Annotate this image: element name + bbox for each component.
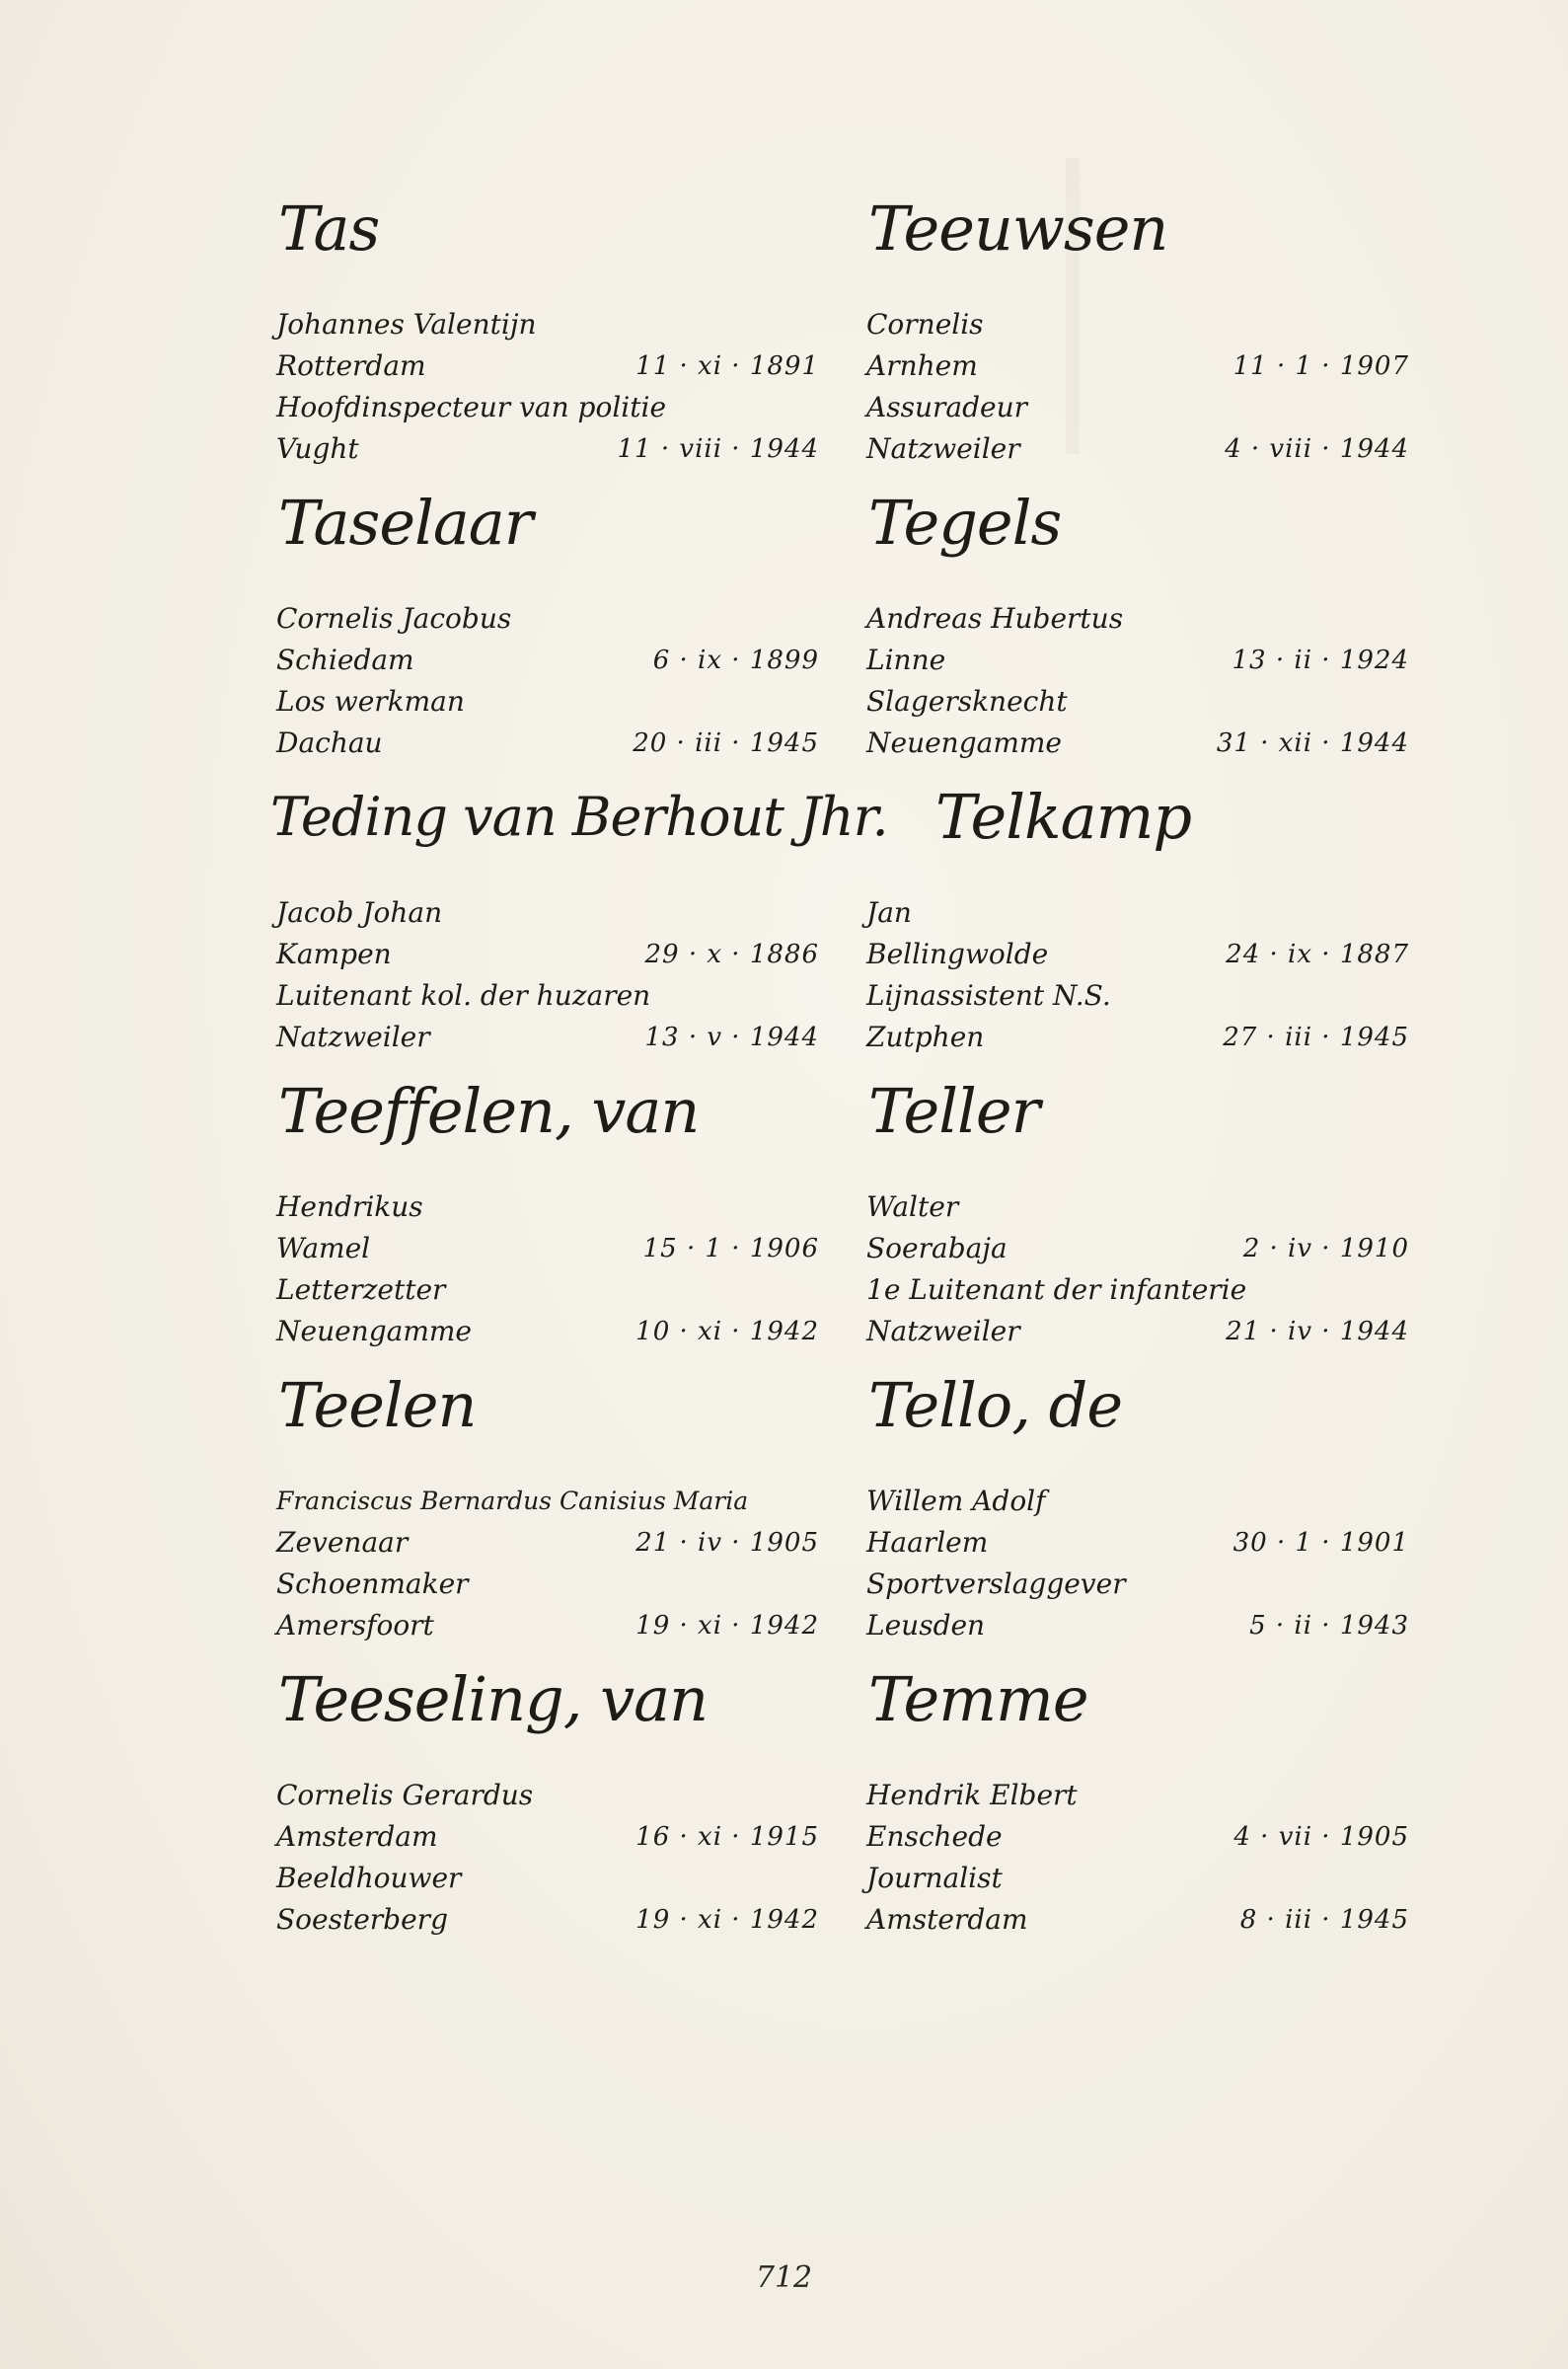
surname: Tello, de (857, 1364, 1409, 1481)
entry (857, 482, 1409, 776)
given-names-row (857, 304, 1409, 345)
given-names: Hendrikus (276, 1190, 423, 1223)
death-row (266, 428, 819, 470)
occupation-row (857, 1564, 1409, 1605)
death-row (266, 1017, 819, 1058)
birth-date: 24 · ix · 1887 (1226, 940, 1409, 969)
given-names-row (266, 598, 819, 640)
death-row (857, 1311, 1409, 1352)
birth-row (266, 934, 819, 975)
page-number: 712 (755, 2260, 813, 2295)
given-names: Cornelis (866, 308, 984, 341)
given-names-row (857, 598, 1409, 640)
given-names: Willem Adolf (866, 1485, 1046, 1517)
death-place: Leusden (866, 1609, 986, 1642)
occupation: Slagersknecht (866, 685, 1068, 718)
occupation-row (266, 1564, 819, 1605)
birth-date: 29 · x · 1886 (644, 940, 819, 969)
entry (857, 1364, 1409, 1658)
entry (266, 1070, 819, 1364)
birth-date: 2 · iv · 1910 (1242, 1234, 1409, 1263)
given-names-row (857, 1186, 1409, 1228)
death-place: Dachau (276, 726, 383, 759)
death-date: 19 · xi · 1942 (635, 1611, 819, 1641)
occupation: Beeldhouwer (276, 1862, 462, 1894)
occupation-row (266, 1858, 819, 1899)
occupation-row (266, 387, 819, 428)
entry (266, 1364, 819, 1658)
birth-row (266, 1816, 819, 1858)
birth-date: 15 · 1 · 1906 (642, 1234, 819, 1263)
occupation-row (857, 681, 1409, 723)
entry (266, 776, 888, 1070)
occupation: Los werkman (276, 685, 465, 718)
birth-place: Rotterdam (276, 349, 426, 382)
given-names: Cornelis Jacobus (276, 602, 512, 635)
surname: Teelen (266, 1364, 819, 1481)
death-row (266, 1899, 819, 1941)
given-names: Cornelis Gerardus (276, 1779, 534, 1811)
occupation: Luitenant kol. der huzaren (276, 979, 651, 1012)
occupation: Lijnassistent N.S. (866, 979, 1111, 1012)
occupation: Journalist (866, 1862, 1003, 1894)
occupation-row (857, 975, 1409, 1017)
birth-date: 13 · ii · 1924 (1232, 646, 1409, 675)
death-row (857, 1605, 1409, 1646)
birth-row (266, 1522, 819, 1564)
death-row (857, 1017, 1409, 1058)
given-names-row (266, 1481, 819, 1522)
death-place: Natzweiler (276, 1021, 430, 1053)
birth-row (857, 934, 1409, 975)
right-column (857, 188, 1409, 1952)
left-column (266, 188, 888, 1952)
death-row (266, 1605, 819, 1646)
death-place: Vught (276, 432, 359, 465)
surname: Teller (857, 1070, 1409, 1186)
death-date: 31 · xii · 1944 (1216, 728, 1409, 758)
death-row (857, 723, 1409, 764)
surname: Taselaar (266, 482, 819, 598)
given-names: Franciscus Bernardus Canisius Maria (276, 1487, 749, 1515)
birth-row (857, 345, 1409, 387)
birth-row (266, 345, 819, 387)
given-names-row (266, 304, 819, 345)
birth-place: Haarlem (866, 1526, 989, 1559)
death-date: 10 · xi · 1942 (635, 1317, 819, 1346)
birth-date: 30 · 1 · 1901 (1232, 1528, 1409, 1558)
surname: Tas (266, 188, 819, 304)
surname: Teding van Berhout Jhr. (259, 776, 819, 892)
birth-row (266, 640, 819, 681)
entry (857, 1658, 1409, 1952)
given-names-row (266, 1186, 819, 1228)
birth-place: Soerabaja (866, 1232, 1008, 1264)
death-place: Soesterberg (276, 1903, 448, 1936)
surname: Temme (857, 1658, 1409, 1775)
surname: Teeseling, van (266, 1658, 819, 1775)
occupation: Letterzetter (276, 1273, 446, 1306)
birth-place: Bellingwolde (866, 938, 1049, 970)
death-place: Amersfoort (276, 1609, 434, 1642)
entry (857, 776, 1409, 1070)
entry (266, 482, 819, 776)
death-date: 13 · v · 1944 (644, 1023, 819, 1052)
death-row (266, 1311, 819, 1352)
death-date: 5 · ii · 1943 (1249, 1611, 1409, 1641)
death-date: 21 · iv · 1944 (1226, 1317, 1409, 1346)
occupation-row (266, 975, 819, 1017)
given-names: Jan (866, 896, 912, 929)
death-date: 20 · iii · 1945 (633, 728, 819, 758)
entry (857, 188, 1409, 482)
given-names-row (266, 892, 819, 934)
occupation-row (857, 1858, 1409, 1899)
death-date: 4 · viii · 1944 (1225, 434, 1409, 464)
entry (266, 1658, 819, 1952)
surname: Tegels (857, 482, 1409, 598)
birth-row (857, 1522, 1409, 1564)
occupation: Hoofdinspecteur van politie (276, 391, 667, 423)
death-place: Zutphen (866, 1021, 985, 1053)
death-date: 11 · viii · 1944 (617, 434, 819, 464)
death-place: Amsterdam (866, 1903, 1028, 1936)
given-names: Hendrik Elbert (866, 1779, 1078, 1811)
birth-place: Schiedam (276, 644, 414, 676)
birth-row (857, 1816, 1409, 1858)
birth-date: 11 · 1 · 1907 (1232, 351, 1409, 381)
occupation: Schoenmaker (276, 1567, 469, 1600)
birth-place: Zevenaar (276, 1526, 409, 1559)
given-names: Andreas Hubertus (866, 602, 1124, 635)
birth-row (266, 1228, 819, 1269)
death-place: Natzweiler (866, 432, 1020, 465)
surname: Teeuwsen (857, 188, 1409, 304)
death-date: 8 · iii · 1945 (1239, 1905, 1409, 1935)
occupation-row (857, 1269, 1409, 1311)
birth-place: Kampen (276, 938, 392, 970)
surname: Teeffelen, van (266, 1070, 819, 1186)
birth-place: Wamel (276, 1232, 371, 1264)
given-names: Jacob Johan (276, 896, 443, 929)
occupation-row (857, 387, 1409, 428)
given-names: Johannes Valentijn (276, 308, 537, 341)
death-row (857, 1899, 1409, 1941)
birth-date: 4 · vii · 1905 (1233, 1822, 1409, 1852)
given-names: Walter (866, 1190, 959, 1223)
birth-place: Amsterdam (276, 1820, 438, 1853)
entry (266, 188, 819, 482)
death-date: 19 · xi · 1942 (635, 1905, 819, 1935)
birth-date: 6 · ix · 1899 (652, 646, 819, 675)
occupation: Assuradeur (866, 391, 1027, 423)
birth-row (857, 1228, 1409, 1269)
given-names-row (857, 1481, 1409, 1522)
death-place: Neuengamme (866, 726, 1062, 759)
birth-date: 11 · xi · 1891 (635, 351, 819, 381)
death-row (857, 428, 1409, 470)
occupation-row (266, 681, 819, 723)
death-row (266, 723, 819, 764)
given-names-row (266, 1775, 819, 1816)
surname: Telkamp (857, 776, 1409, 892)
death-date: 27 · iii · 1945 (1223, 1023, 1409, 1052)
birth-row (857, 640, 1409, 681)
death-place: Natzweiler (866, 1315, 1020, 1347)
occupation-row (266, 1269, 819, 1311)
birth-place: Enschede (866, 1820, 1003, 1853)
birth-date: 21 · iv · 1905 (635, 1528, 819, 1558)
death-place: Neuengamme (276, 1315, 472, 1347)
given-names-row (857, 892, 1409, 934)
entry (857, 1070, 1409, 1364)
birth-date: 16 · xi · 1915 (635, 1822, 819, 1852)
occupation: 1e Luitenant der infanterie (866, 1273, 1247, 1306)
birth-place: Linne (866, 644, 946, 676)
birth-place: Arnhem (866, 349, 978, 382)
occupation: Sportverslaggever (866, 1567, 1126, 1600)
given-names-row (857, 1775, 1409, 1816)
